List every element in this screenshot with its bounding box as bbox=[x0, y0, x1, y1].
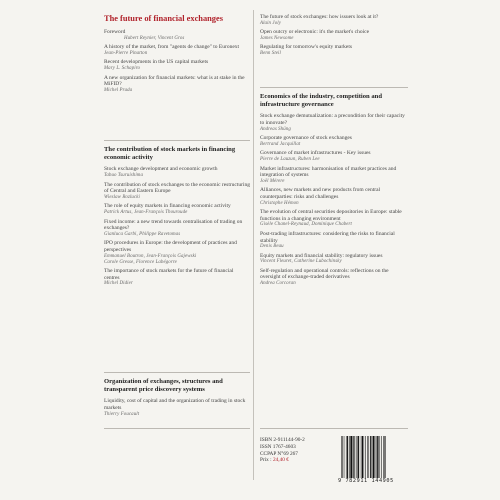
column-divider bbox=[253, 10, 254, 480]
section-title: The future of financial exchanges bbox=[104, 14, 223, 23]
entry-authors: Denis Beau bbox=[260, 244, 284, 250]
entry-authors: Patrick Artus, Jean-François Thouroude bbox=[104, 209, 188, 215]
price-line bbox=[260, 457, 332, 464]
entry-authors: Benn Steil bbox=[260, 50, 281, 56]
entry-title: Governance of market infrastructures - Key issues bbox=[260, 150, 371, 157]
toc-entry bbox=[104, 219, 250, 238]
toc-entry bbox=[260, 135, 408, 148]
entry-authors: Christophe Hémon bbox=[260, 200, 299, 206]
entry-title: Regulating for tomorrow's equity markets bbox=[260, 44, 353, 51]
entry-title: Alliances, new markets and new products from central counterparties: risks and challenges bbox=[260, 187, 381, 200]
toc-entry bbox=[260, 29, 408, 42]
toc-entry bbox=[104, 240, 250, 265]
section-title: The contribution of stock markets in financing economic activity bbox=[104, 146, 236, 162]
toc-entry bbox=[260, 187, 408, 206]
entry-authors: James Newsome bbox=[260, 35, 294, 41]
entry-authors: Tabuo Tsuruishima bbox=[104, 173, 143, 178]
section-title: Organization of exchanges, structures and transparent price discovery systems bbox=[104, 378, 223, 394]
entry-authors: Bertrand Jacquillat bbox=[260, 141, 301, 147]
toc-entry bbox=[104, 75, 250, 94]
section-contribution-stock-markets bbox=[104, 146, 250, 290]
section-organization-of-exchanges bbox=[104, 378, 250, 420]
entry-authors: Pierre de Lauzun, Ruben Lee bbox=[260, 156, 320, 162]
entry-title: IPO procedures in Europe: the development of practices and perspectives bbox=[104, 240, 237, 253]
issn-text: ISSN 1767-4603 bbox=[260, 443, 296, 450]
toc-entry bbox=[260, 14, 408, 27]
entry-title: The contribution of stock exchanges to the economic restructuring of Central and Eastern Europe bbox=[104, 181, 251, 195]
entry-authors: Carole Gresse, Florence Labégorre bbox=[104, 259, 177, 265]
toc-entry bbox=[260, 44, 408, 57]
toc-entry bbox=[104, 59, 250, 72]
entry-title: Market infrastructures: harmonisation of market practices and integration of systems bbox=[260, 165, 397, 179]
entry-title: The future of stock exchanges: how issuers look at it? bbox=[260, 14, 379, 20]
price-label: Prix : bbox=[260, 457, 272, 464]
entry-authors: Joël Mérere bbox=[260, 178, 285, 184]
toc-entry bbox=[260, 268, 408, 287]
entry-authors: Andreas Shüng bbox=[260, 126, 291, 132]
entry-title: Fixed income: a new trend towards centralisation of trading on exchanges? bbox=[104, 218, 243, 232]
section-rule bbox=[104, 372, 250, 373]
entry-title: Stock exchange demutualization: a precondition for their capacity to innovate? bbox=[260, 113, 405, 126]
entry-authors: Gisèle Chanel-Reynaud, Dominique Chabert bbox=[260, 222, 353, 228]
section-economics-of-industry bbox=[260, 93, 408, 290]
toc-entry bbox=[260, 209, 408, 228]
entry-authors: Thierry Foucault bbox=[104, 411, 140, 417]
entry-authors: Michel Didier bbox=[104, 281, 133, 287]
entry-title: Recent developments in the US capital markets bbox=[104, 59, 209, 66]
toc-entry bbox=[104, 29, 250, 42]
section-future-of-exchanges bbox=[104, 14, 250, 96]
entry-title: The role of equity markets in financing economic activity bbox=[104, 203, 231, 210]
toc-entry bbox=[260, 253, 408, 266]
entry-title: The evolution of central securities depositories in Europe: stable functions in a changing environment bbox=[260, 209, 402, 222]
entry-authors: Vincent Fleuret, Catherine Lubochinsky bbox=[260, 259, 342, 265]
entry-title: Liquidity, cost of capital and the organization of trading in stock markets bbox=[104, 398, 246, 411]
entry-title: A history of the market, from "agents de change" to Euronext bbox=[104, 44, 240, 51]
entry-authors: Jean-Pierre Pinatton bbox=[104, 50, 148, 56]
ccpap-text: CCPAP N°69 267 bbox=[260, 450, 298, 457]
entry-authors: Wieslaw Rozlucki bbox=[104, 194, 140, 200]
entry-authors: Hubert Reynier, Vincent Gros bbox=[124, 35, 185, 41]
price-value: 24,40 € bbox=[272, 457, 289, 464]
toc-entry bbox=[104, 203, 250, 216]
entry-title: Self-regulation and operational controls: reflections on the oversight of exchange-traded derivatives bbox=[260, 267, 389, 281]
toc-entry bbox=[260, 166, 408, 185]
entry-authors: Mary L. Schapiro bbox=[104, 65, 141, 71]
section-rule bbox=[104, 140, 250, 141]
publication-info bbox=[260, 437, 332, 464]
toc-entry bbox=[104, 182, 250, 201]
toc-entry bbox=[104, 166, 250, 179]
top-entries bbox=[260, 14, 408, 60]
entry-authors: Andrea Corcoran bbox=[260, 281, 296, 287]
isbn-text: ISBN 2-911144-90-2 bbox=[260, 437, 305, 443]
entry-title: Foreword bbox=[104, 29, 126, 35]
entry-authors: Emmanuel Boutron, Jean-François Gajewski bbox=[104, 253, 197, 259]
toc-entry bbox=[104, 268, 250, 287]
entry-title: Stock exchange development and economic growth bbox=[104, 166, 218, 173]
section-title: Economics of the industry, competition and infrastructure governance bbox=[260, 93, 382, 109]
entry-title: Equity markets and financial stability: regulatory issues bbox=[260, 252, 383, 259]
toc-entry bbox=[260, 150, 408, 163]
entry-authors: Alain Joly bbox=[260, 20, 281, 26]
entry-title: Post-trading infrastructures: considering the risks to financial stability bbox=[260, 230, 395, 244]
section-rule bbox=[104, 428, 250, 429]
toc-entry bbox=[260, 113, 408, 132]
barcode-digits: 9 782911 144905 bbox=[338, 478, 394, 484]
toc-entry bbox=[104, 398, 250, 417]
entry-title: A new organization for financial markets: what is at stake in the MiFID? bbox=[104, 74, 245, 88]
section-rule bbox=[260, 428, 408, 429]
entry-title: The importance of stock markets for the future of financial centres bbox=[104, 268, 234, 281]
section-rule bbox=[260, 87, 408, 88]
toc-entry bbox=[260, 231, 408, 250]
entry-authors: Michel Prada bbox=[104, 87, 133, 93]
entry-title: Open outcry or electronic: it's the market's choice bbox=[260, 29, 370, 36]
toc-entry bbox=[104, 44, 250, 57]
entry-authors: Gianluca Garbi, Philippe Ravetomas bbox=[104, 231, 181, 237]
barcode-image bbox=[340, 436, 406, 482]
entry-title: Corporate governance of stock exchanges bbox=[260, 135, 352, 142]
